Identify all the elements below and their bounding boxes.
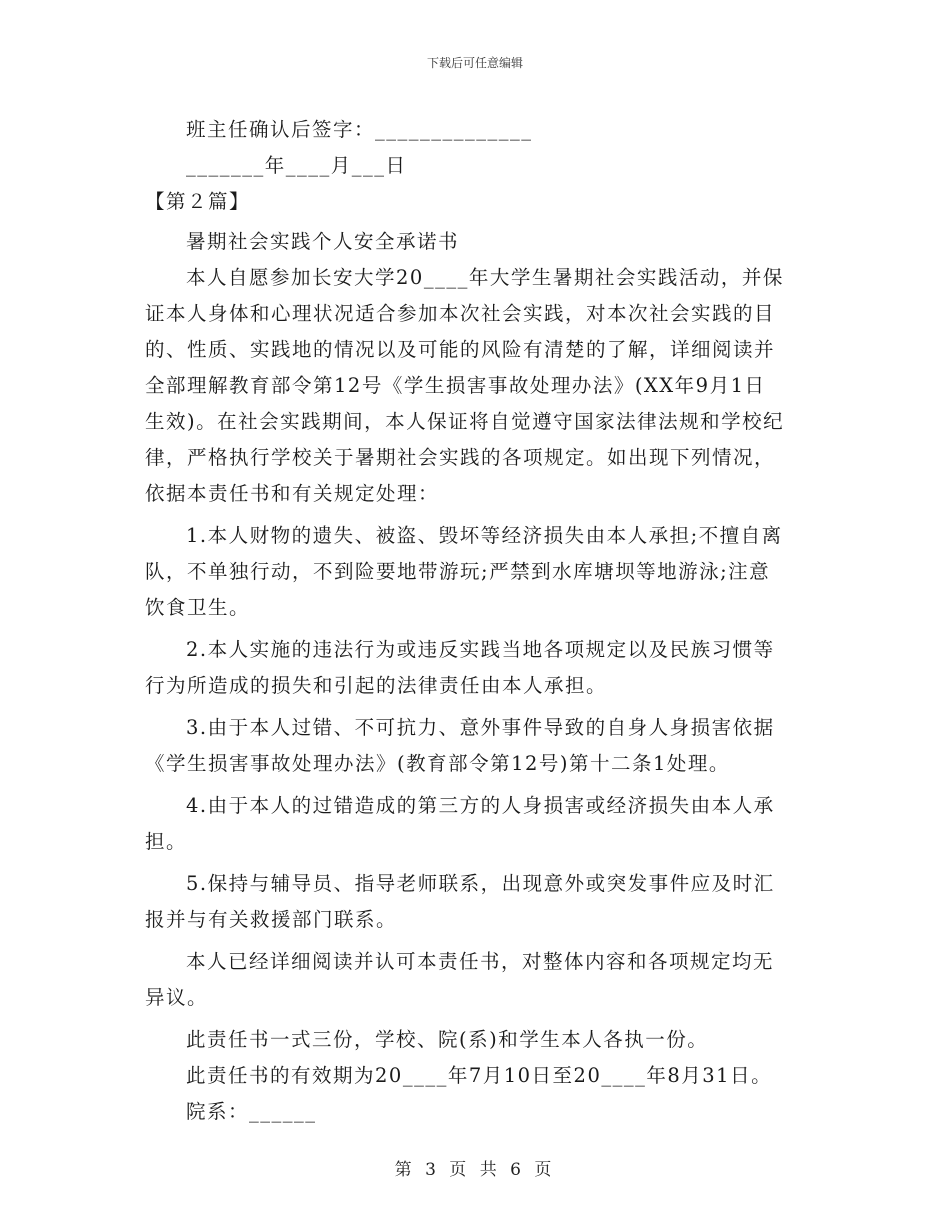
text-line: 队，不单独行动，不到险要地带游玩;严禁到水库塘坝等地游泳;注意	[145, 560, 771, 583]
text-line: _______年____月___日	[186, 154, 407, 177]
text-line: 5.保持与辅导员、指导老师联系，出现意外或突发事件应及时汇	[186, 872, 775, 895]
text-line: 本人已经详细阅读并认可本责任书，对整体内容和各项规定均无	[186, 950, 775, 973]
text-line: 此责任书的有效期为20____年7月10日至20____年8月31日。	[186, 1064, 773, 1087]
text-line: 饮食卫生。	[145, 596, 251, 619]
page-header: 下载后可任意编辑	[426, 56, 523, 70]
text-line: 【第２篇】	[145, 190, 251, 213]
text-line: 律，严格执行学校关于暑期社会实践的各项规定。如出现下列情况，	[145, 446, 776, 469]
text-line: 2.本人实施的违法行为或违反实践当地各项规定以及民族习惯等	[186, 638, 775, 661]
text-line: 4.由于本人的过错造成的第三方的人身损害或经济损失由本人承	[186, 794, 775, 817]
text-line: 证本人身体和心理状况适合参加本次社会实践，对本次社会实践的目	[145, 302, 776, 325]
text-line: 班主任确认后签字：______________	[186, 118, 533, 141]
text-line: 院系：______	[186, 1100, 317, 1123]
text-line: 本人自愿参加长安大学20____年大学生暑期社会实践活动，并保	[186, 266, 784, 289]
text-line: 生效)。在社会实践期间，本人保证将自觉遵守国家法律法规和学校纪	[145, 410, 785, 433]
text-line: 的、性质、实践地的情况以及可能的风险有清楚的了解，详细阅读并	[145, 338, 776, 361]
text-line: 依据本责任书和有关规定处理：	[145, 482, 440, 505]
text-line: 暑期社会实践个人安全承诺书	[186, 230, 460, 253]
text-line: 此责任书一式三份，学校、院(系)和学生本人各执一份。	[186, 1028, 709, 1051]
text-line: 全部理解教育部令第12号《学生损害事故处理办法》(XX年9月1日	[145, 374, 766, 397]
text-line: 报并与有关救援部门联系。	[145, 908, 398, 931]
text-line: 《学生损害事故处理办法》(教育部令第12号)第十二条1处理。	[145, 752, 730, 775]
document-body	[145, 112, 807, 1130]
text-line: 3.由于本人过错、不可抗力、意外事件导致的自身人身损害依据	[186, 716, 775, 739]
text-line: 担。	[145, 830, 188, 853]
text-line: 异议。	[145, 986, 209, 1009]
text-line: 行为所造成的损失和引起的法律责任由本人承担。	[145, 674, 608, 697]
page-footer: 第 3 页 共 6 页	[394, 1160, 556, 1180]
text-line: 1.本人财物的遗失、被盗、毁坏等经济损失由本人承担;不擅自离	[186, 524, 783, 547]
